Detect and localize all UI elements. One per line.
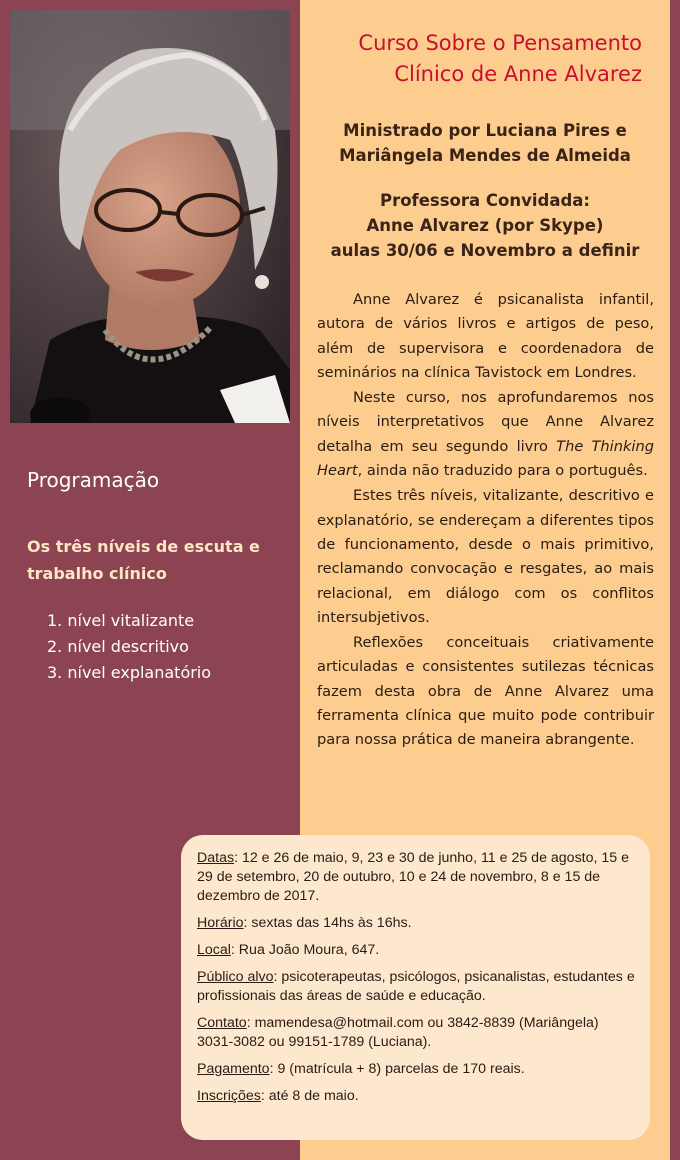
dates-value: : 12 e 26 de maio, 9, 23 e 30 de junho, 11 e 25 de agosto, 15 e 29 de setembro, 20 de outubro, 10 e 24 de novembro, 8 e 15 de dezembro de 2017.	[197, 850, 629, 904]
list-item: 1. nível vitalizante	[47, 611, 195, 630]
course-info-box	[181, 835, 650, 1140]
guest-professor	[300, 188, 670, 263]
paragraph-1: Anne Alvarez é psicanalista infantil, autora de vários livros e artigos de peso, além de supervisora e coordenadora de seminários na clínica Tavistock em Londres.	[317, 291, 654, 381]
info-location	[197, 941, 636, 960]
location-value: : Rua João Moura, 647.	[230, 942, 380, 958]
info-dates	[197, 849, 636, 906]
instructors	[300, 118, 670, 168]
program-heading: Programação	[27, 468, 160, 492]
registration-label: Inscrições	[197, 1088, 261, 1104]
book-title: The Thinking Heart	[317, 437, 654, 480]
payment-label: Pagamento	[197, 1061, 270, 1077]
course-title-line1: Curso Sobre o Pensamento	[358, 31, 642, 55]
guest-professor-line1: Professora Convidada:	[379, 191, 591, 210]
info-registration	[197, 1087, 636, 1106]
paragraph-2	[317, 386, 654, 483]
schedule-value: : sextas das 14hs às 16hs.	[243, 915, 412, 931]
list-item: 3. nível explanatório	[47, 663, 212, 682]
levels-list	[47, 608, 211, 686]
list-item: 2. nível descritivo	[47, 637, 189, 656]
course-title	[300, 28, 642, 90]
info-audience	[197, 968, 636, 1006]
schedule-label: Horário	[197, 915, 244, 931]
audience-label: Público alvo	[197, 969, 274, 985]
dates-label: Datas	[197, 850, 235, 866]
location-label: Local	[197, 942, 231, 958]
paragraph-2-start: Neste curso, nos aprofundaremos nos níveis interpretativos que Anne Alvarez detalha em seu segundo livro	[317, 389, 654, 455]
info-schedule	[197, 914, 636, 933]
info-contact	[197, 1014, 636, 1052]
paragraph-2-end: , ainda não traduzido para o português.	[357, 462, 648, 480]
instructors-line1: Ministrado por Luciana Pires e	[343, 121, 627, 140]
registration-value: : até 8 de maio.	[260, 1088, 359, 1104]
portrait-photo	[10, 10, 290, 423]
payment-value: : 9 (matrícula + 8) parcelas de 170 reais.	[269, 1061, 525, 1077]
guest-professor-line2: Anne Alvarez (por Skype)	[366, 216, 604, 235]
course-title-line2: Clínico de Anne Alvarez	[394, 62, 642, 86]
info-payment	[197, 1060, 636, 1079]
audience-value: : psicoterapeutas, psicólogos, psicanalistas, estudantes e profissionais das áreas de saúde e educação.	[197, 969, 635, 1004]
paragraph-4: Reflexões conceituais criativamente articuladas e consistentes sutilezas técnicas fazem desta obra de Anne Alvarez uma ferramenta clínica que muito pode contribuir para nossa prática de maneira abrangente.	[317, 634, 654, 749]
course-description	[317, 288, 654, 754]
instructors-line2: Mariângela Mendes de Almeida	[339, 146, 631, 165]
contact-value: : mamendesa@hotmail.com ou 3842-8839 (Mariângela) 3031-3082 ou 99151-1789 (Luciana).	[197, 1015, 599, 1050]
paragraph-3: Estes três níveis, vitalizante, descritivo e explanatório, se endereçam a diferentes tipos de funcionamento, desde o mais primitivo, reclamando convocação e resgates, ao mais relacional, em diálogo com os conflitos intersubjetivos.	[317, 487, 654, 626]
guest-professor-line3: aulas 30/06 e Novembro a definir	[330, 241, 640, 260]
levels-title: Os três níveis de escuta e trabalho clínico	[27, 537, 260, 583]
contact-label: Contato	[197, 1015, 247, 1031]
